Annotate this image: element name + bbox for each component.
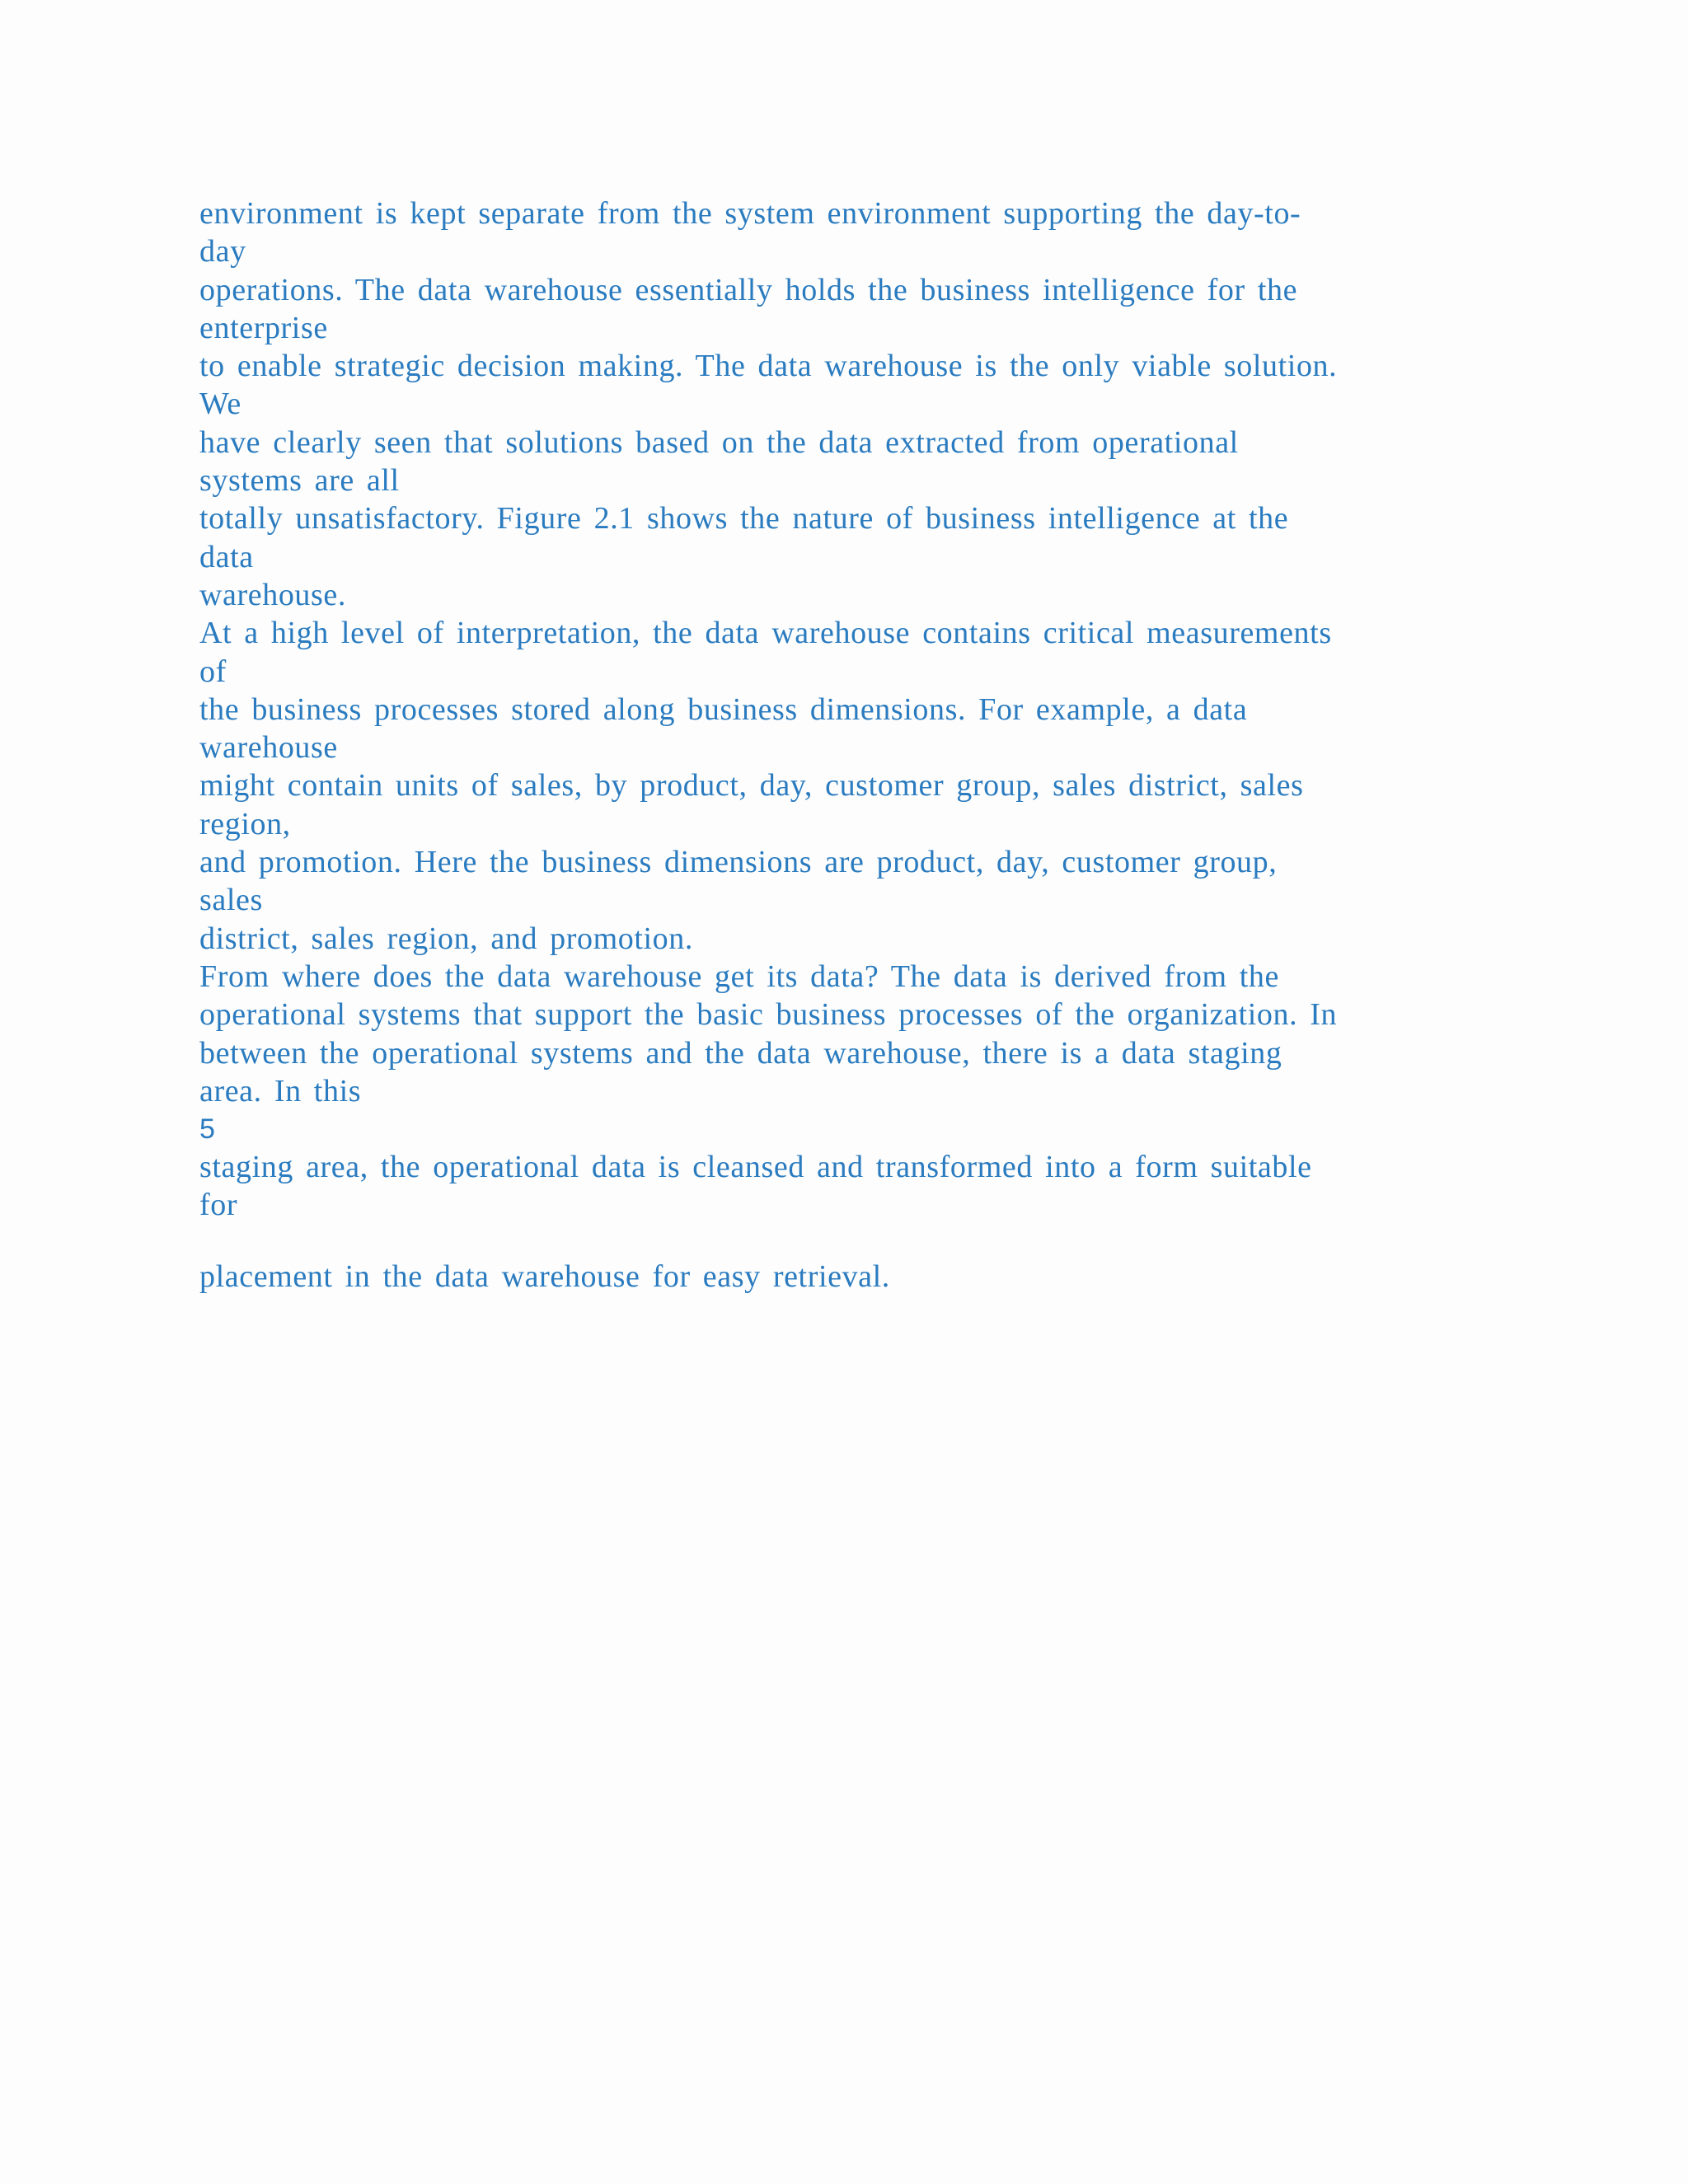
- text-line: region,: [199, 806, 291, 841]
- paragraph-gap: [199, 1225, 1551, 1258]
- text-line: for: [199, 1188, 238, 1223]
- text-line: have clearly seen that solutions based on the data extracted from operational: [199, 424, 1239, 460]
- text-line: and promotion. Here the business dimensions are product, day, customer group,: [199, 845, 1278, 880]
- text-line: warehouse.: [199, 577, 346, 612]
- text-line: totally unsatisfactory. Figure 2.1 shows the nature of business intelligence at the: [199, 501, 1289, 537]
- body-text: [199, 194, 1551, 1296]
- text-line: operational systems that support the basic business processes of the organization. In: [199, 997, 1338, 1033]
- text-lines-after-page-number: [199, 1148, 1551, 1225]
- text-line: From where does the data warehouse get its data? The data is derived from the: [199, 958, 1279, 994]
- text-lines-before-page-number: [199, 194, 1551, 1110]
- text-line: to enable strategic decision making. The data warehouse is the only viable solution.: [199, 349, 1338, 384]
- page-number: 5: [199, 1113, 215, 1146]
- text-line: data: [199, 539, 254, 574]
- text-line: systems are all: [199, 463, 400, 499]
- text-line: of: [199, 654, 227, 689]
- text-line: day: [199, 234, 246, 269]
- text-line: staging area, the operational data is cleansed and transformed into a form suitable: [199, 1150, 1312, 1185]
- text-line: warehouse: [199, 730, 338, 766]
- text-line: might contain units of sales, by product, day, customer group, sales district, sales: [199, 768, 1304, 804]
- text-line: district, sales region, and promotion.: [199, 921, 693, 956]
- text-line: the business processes stored along business dimensions. For example, a data: [199, 691, 1248, 727]
- final-text-line: placement in the data warehouse for easy retrieval.: [199, 1258, 890, 1294]
- text-line: area. In this: [199, 1073, 362, 1108]
- text-line: We: [199, 387, 241, 422]
- text-line: sales: [199, 883, 263, 918]
- text-line: At a high level of interpretation, the data warehouse contains critical measurements: [199, 616, 1332, 651]
- text-line: between the operational systems and the data warehouse, there is a data staging: [199, 1035, 1282, 1071]
- text-line: enterprise: [199, 310, 328, 345]
- text-line: operations. The data warehouse essentially holds the business intelligence for the: [199, 272, 1298, 307]
- text-line: environment is kept separate from the system environment supporting the day-to-: [199, 196, 1301, 231]
